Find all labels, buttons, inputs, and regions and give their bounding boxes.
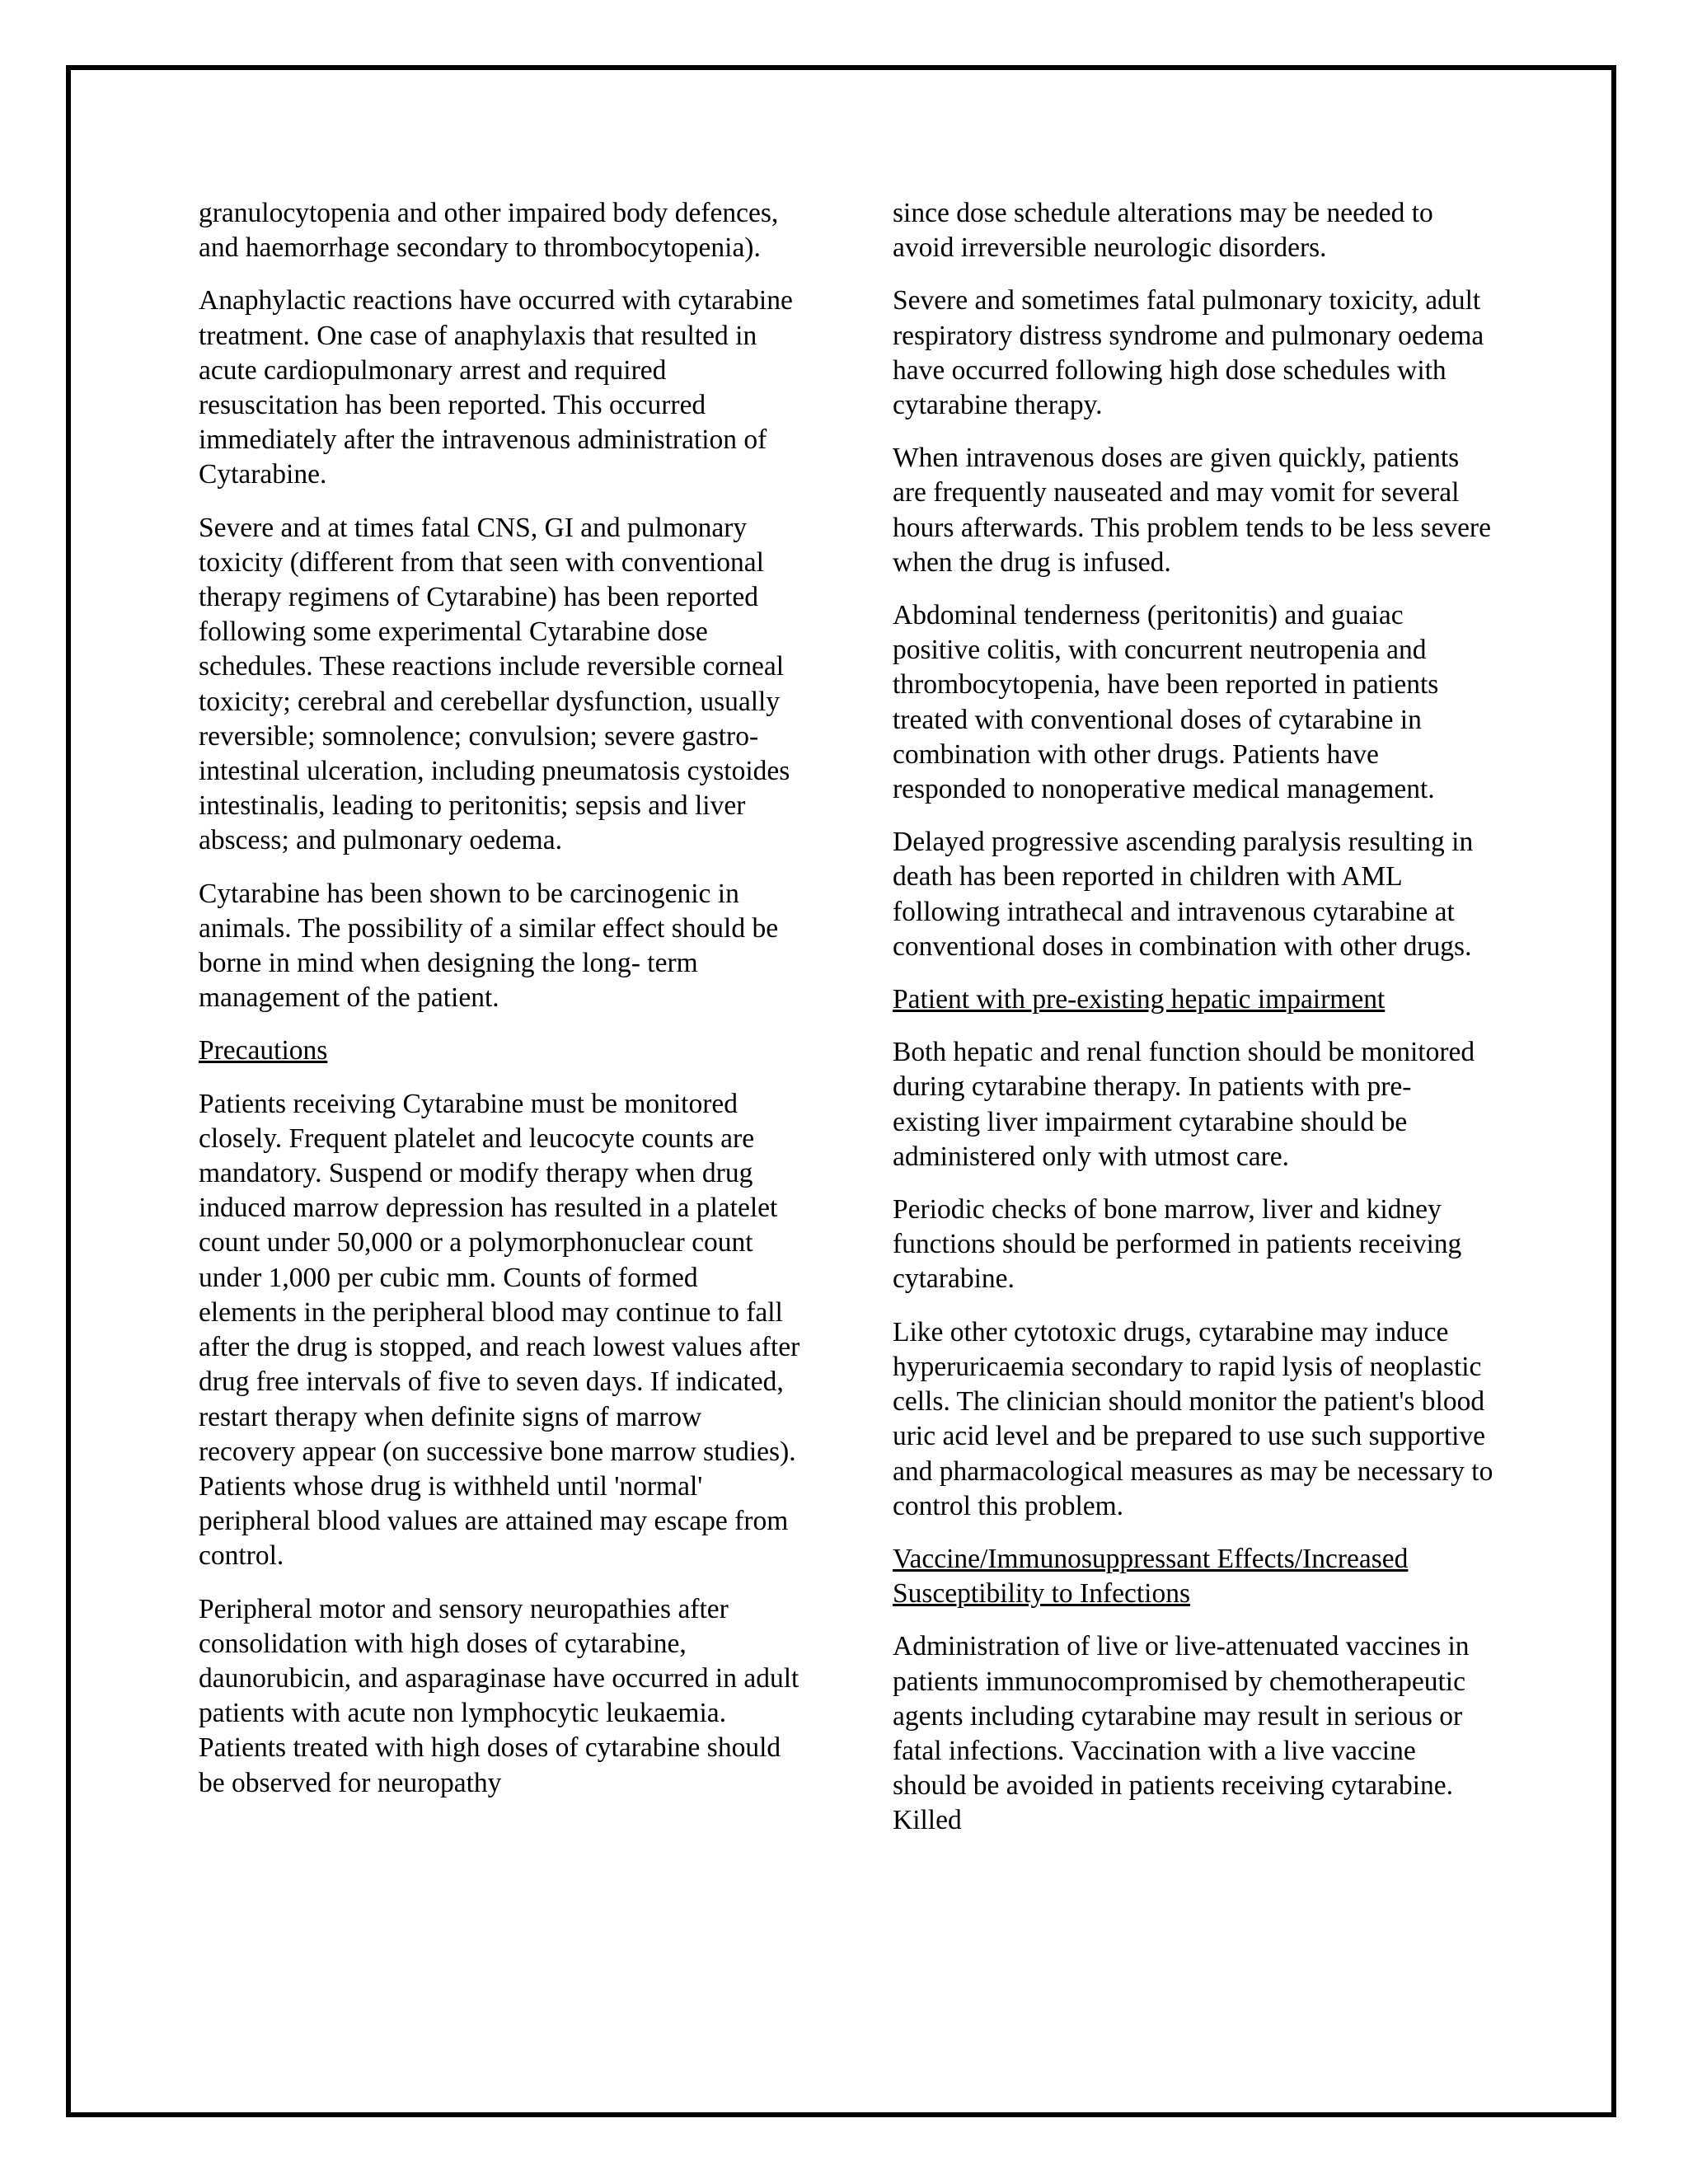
paragraph: Severe and at times fatal CNS, GI and pulmonary toxicity (different from that seen with conventional therapy regimens of Cytarabine) has been reported following some experimental Cytarabine dose schedules. These reactions include reversible corneal toxicity; cerebral and cerebellar dysfunction, usually reversible; somnolence; convulsion; severe gastro-intestinal ulceration, including pneumatosis cystoides intestinalis, leading to peritonitis; sepsis and liver abscess; and pulmonary oedema. [199, 512, 790, 856]
paragraph: Abdominal tenderness (peritonitis) and guaiac positive colitis, with concurrent neutropenia and thrombocytopenia, have been reported in patients treated with conventional doses of cytarabine in combination with other drugs. Patients have responded to nonoperative medical management. [893, 600, 1439, 805]
paragraph: Peripheral motor and sensory neuropathies after consolidation with high doses of cytarabine, daunorubicin, and asparaginase have occurred in adult patients with acute non lymphocytic leukaemia. Patients treated with high doses of cytarabine should be observed for neuropathy [199, 1593, 799, 1798]
paragraph: Both hepatic and renal function should be monitored during cytarabine therapy. In patients with pre-existing liver impairment cytarabine should be administered only with utmost care. [893, 1037, 1475, 1172]
right-column [893, 196, 1494, 1857]
paragraph: When intravenous doses are given quickly, patients are frequently nauseated and may vomit for several hours afterwards. This problem tends to be less severe when the drug is infused. [893, 443, 1491, 578]
paragraph: Periodic checks of bone marrow, liver and kidney functions should be performed in patients receiving cytarabine. [893, 1194, 1462, 1295]
paragraph: Patients receiving Cytarabine must be monitored closely. Frequent platelet and leucocyte counts are mandatory. Suspend or modify therapy when drug induced marrow depression has resulted in a platelet count under 50,000 or a polymorphonuclear count under 1,000 per cubic mm. Counts of formed elements in the peripheral blood may continue to fall after the drug is stopped, and reach lowest values after drug free intervals of five to seven days. If indicated, restart therapy when definite signs of marrow recovery appear (on successive bone marrow studies). Patients whose drug is withheld until 'normal' peripheral blood values are attained may escape from control. [199, 1088, 800, 1572]
left-column [199, 196, 800, 1819]
paragraph: granulocytopenia and other impaired body defences, and haemorrhage secondary to thrombocytopenia). [199, 198, 779, 264]
section-heading-hepatic-impairment: Patient with pre-existing hepatic impairment [893, 984, 1386, 1015]
paragraph: Like other cytotoxic drugs, cytarabine may induce hyperuricaemia secondary to rapid lysis of neoplastic cells. The clinician should monitor the patient's blood uric acid level and be prepared to use such supportive and pharmacological measures as may be necessary to control this problem. [893, 1316, 1493, 1521]
paragraph: Anaphylactic reactions have occurred with cytarabine treatment. One case of anaphylaxis that resulted in acute cardiopulmonary arrest and required resuscitation has been reported. This occurred immediately after the intravenous administration of Cytarabine. [199, 285, 793, 490]
paragraph: Delayed progressive ascending paralysis resulting in death has been reported in children with AML following intrathecal and intravenous cytarabine at conventional doses in combination with other drugs. [893, 827, 1474, 962]
paragraph: Administration of live or live-attenuated vaccines in patients immunocompromised by chemotherapeutic agents including cytarabine may result in serious or fatal infections. Vaccination with a live vaccine should be avoided in patients receiving cytarabine. Killed [893, 1631, 1470, 1836]
paragraph: Cytarabine has been shown to be carcinogenic in animals. The possibility of a similar effect should be borne in mind when designing the long- term management of the patient. [199, 878, 779, 1014]
section-heading-vaccine-effects: Vaccine/Immunosuppressant Effects/Increased Susceptibility to Infections [893, 1543, 1409, 1610]
section-heading-precautions: Precautions [199, 1035, 328, 1066]
paragraph: Severe and sometimes fatal pulmonary toxicity, adult respiratory distress syndrome and pulmonary oedema have occurred following high dose schedules with cytarabine therapy. [893, 285, 1484, 421]
paragraph: since dose schedule alterations may be needed to avoid irreversible neurologic disorders. [893, 198, 1433, 264]
